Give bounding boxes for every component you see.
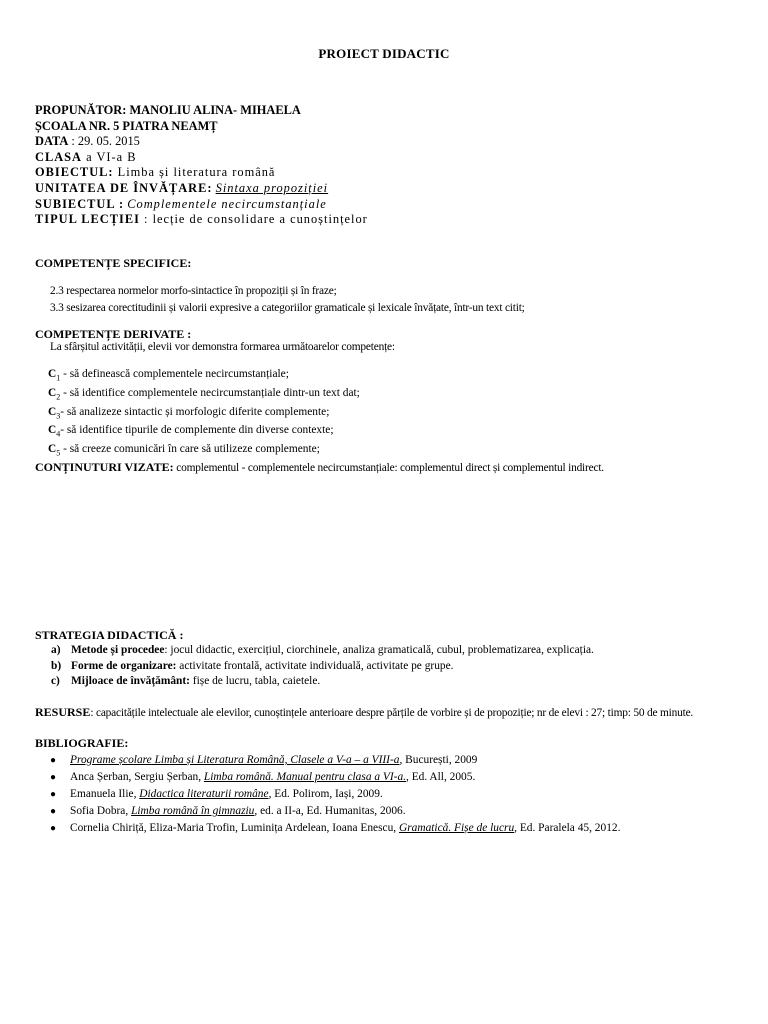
continuturi-label: CONȚINUTURI VIZATE:: [35, 460, 174, 474]
tipul-value: : lecție de consolidare a cunoștințelor: [139, 212, 368, 227]
bullet-icon: ●: [50, 806, 57, 817]
competente-derivate-heading: COMPETENȚE DERIVATE :: [35, 327, 192, 341]
competenta-derivata-item: $C_3-$ să analizeze sintactic și morfologic diferite complemente;: [48, 405, 330, 420]
bibliografie-item: ● Sofia Dobra, Limba română în gimnaziu, ed. a II-a, Ed. Humanitas, 2006.: [50, 803, 620, 820]
continuturi-line: [35, 460, 604, 475]
strategia-item: c) Mijloace de învățământ: fișe de lucru, tabla, caietele.: [51, 675, 321, 688]
strategia-item: b) Forme de organizare: activitate frontală, activitate individuală, activitate pe grupe.: [51, 659, 454, 672]
clasa-label: CLASA: [35, 149, 82, 164]
obiectul-value: Limba și literatura română: [113, 165, 276, 180]
scoala-line: ȘCOALA NR. 5 PIATRA NEAMȚ: [35, 118, 218, 133]
bullet-icon: ●: [50, 789, 57, 800]
continuturi-value: complementul - complementele necircumstanțiale: complementul direct și complementul indirect.: [173, 462, 604, 474]
propunator-line: [35, 103, 368, 119]
competenta-derivata-item: $C_1$ - să definească complementele necircumstanțiale;: [48, 368, 289, 383]
document-title: PROIECT DIDACTIC: [318, 46, 450, 61]
subiectul-line: [35, 197, 368, 213]
bibliografie-item: ● Programe școlare Limba și Literatura Română, Clasele a V-a – a VIII-a, București, 2009: [50, 752, 620, 769]
unitatea-line: [35, 181, 368, 197]
clasa-value: a VI-a B: [82, 149, 137, 164]
competenta-derivata-item: $C_5$ - să creeze comunicări în care să utilizeze complemente;: [48, 443, 320, 458]
bullet-icon: ●: [50, 755, 57, 766]
bibliografie-list: [50, 752, 620, 837]
competenta-derivata-item: $C_2$ - să identifice complementele necircumstanțiale dintr-un text dat;: [48, 386, 360, 402]
competenta-derivata-item: $C_4-$ să identifice tipurile de complemente din diverse contexte;: [48, 424, 334, 439]
data-line: [35, 134, 368, 150]
subiectul-value: Complementele necircumstanțiale: [127, 196, 327, 211]
data-value: : 29. 05. 2015: [68, 134, 140, 149]
bullet-icon: ●: [50, 823, 57, 834]
data-label: DATA: [35, 134, 69, 149]
tipul-line: [35, 212, 368, 228]
strategia-list: [48, 643, 594, 690]
resurse-label: RESURSE: [35, 705, 91, 719]
unitatea-value: Sintaxa propoziției: [215, 180, 329, 195]
competente-derivate-list: [48, 367, 360, 461]
competente-specifice-heading: COMPETENȚE SPECIFICE:: [35, 256, 192, 270]
bibliografie-heading: BIBLIOGRAFIE:: [35, 736, 129, 750]
bibliografie-item: ● Cornelia Chiriță, Eliza-Maria Trofin, Luminița Ardelean, Ioana Enescu, Gramatică. Fișe de lucru, Ed. Paralela 45, 2012.: [50, 820, 620, 837]
obiectul-line: [35, 165, 368, 181]
strategia-item: a) Metode și procedee: jocul didactic, exercițiul, ciorchinele, analiza gramaticală, cubul, problematizarea, explicația.: [51, 644, 594, 656]
propunator-label: PROPUNĂTOR:: [35, 103, 127, 117]
strategia-heading: STRATEGIA DIDACTICĂ :: [35, 628, 184, 642]
obiectul-label: OBIECTUL:: [35, 165, 114, 180]
header-block: [35, 103, 368, 228]
propunator-value: MANOLIU ALINA- MIHAELA: [129, 103, 301, 117]
clasa-line: [35, 150, 368, 166]
competenta-specifica-1: 2.3 respectarea normelor morfo-sintactice în propoziții și în fraze;: [50, 285, 337, 297]
competenta-specifica-2: 3.3 sesizarea corectitudinii și valorii expresive a categoriilor gramaticale și lexicale învățate, într-un text citit;: [50, 302, 525, 314]
resurse-value: : capacitățile intelectuale ale elevilor, cunoștințele anterioare despre părțile de vorbire și de propoziție; nr de elevi : 27; timp: 50 de minute.: [90, 707, 694, 719]
competente-derivate-intro: La sfârșitul activității, elevii vor demonstra formarea următoarelor competențe:: [50, 341, 395, 353]
resurse-line: [35, 705, 693, 720]
bullet-icon: ●: [50, 772, 57, 783]
bibliografie-item: ● Emanuela Ilie, Didactica literaturii române, Ed. Polirom, Iași, 2009.: [50, 786, 620, 803]
bibliografie-item: ● Anca Șerban, Sergiu Șerban, Limba română. Manual pentru clasa a VI-a., Ed. All, 2005.: [50, 769, 620, 786]
subiectul-label: SUBIECTUL :: [35, 196, 125, 211]
tipul-label: TIPUL LECȚIEI: [35, 212, 140, 227]
unitatea-label: UNITATEA DE ÎNVĂȚARE:: [35, 180, 213, 195]
